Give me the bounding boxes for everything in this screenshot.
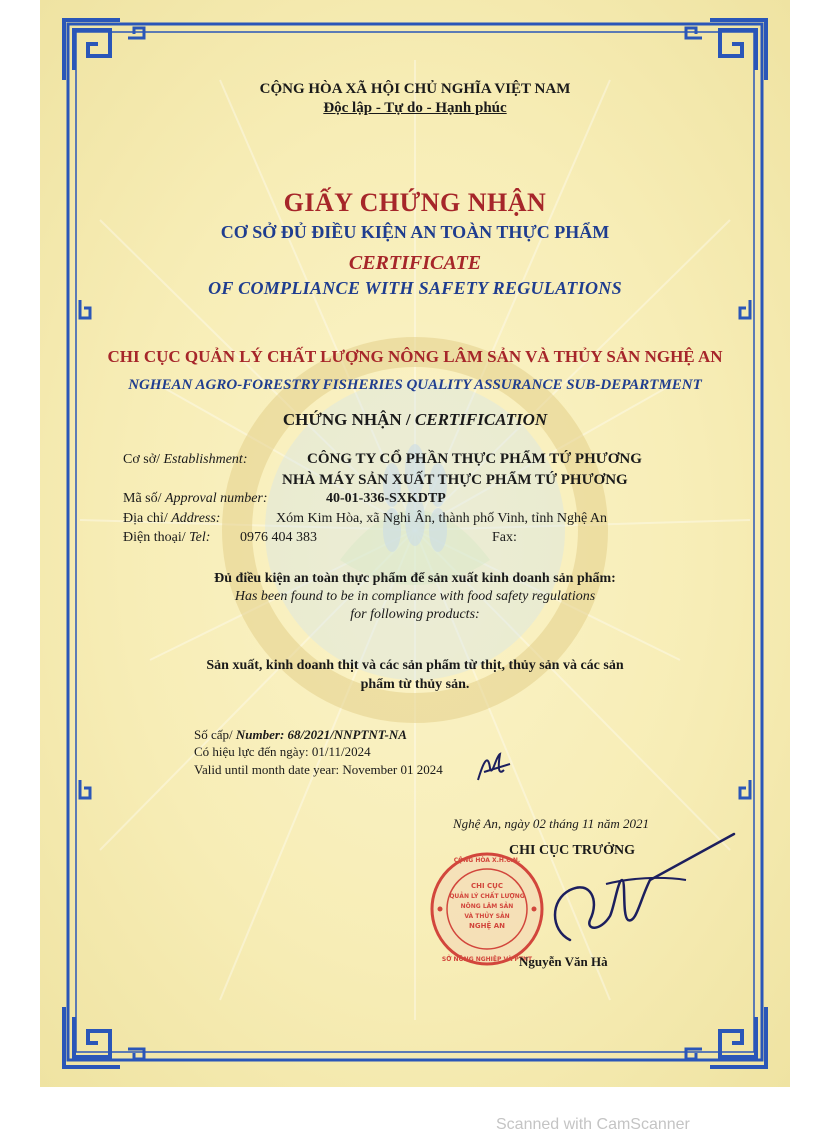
valid-until-en: Valid until month date year: November 01 2024 <box>194 762 443 777</box>
compliance-statement-en-2: for following products: <box>350 607 480 622</box>
certificate-subtitle-vi: CƠ SỞ ĐỦ ĐIỀU KIỆN AN TOÀN THỰC PHẨM <box>220 222 610 242</box>
compliance-statement-vi: Đủ điều kiện an toàn thực phẩm để sản xuất kinh doanh sản phẩm: <box>214 571 616 586</box>
signer-position: CHI CỤC TRƯỞNG <box>509 843 636 858</box>
country-name: CỘNG HÒA XÃ HỘI CHỦ NGHĨA VIỆT NAM <box>259 81 571 97</box>
approval-number: 40-01-336-SXKDTP <box>326 491 446 506</box>
issue-number: Số cấp/ Number: 68/2021/NNPTNT-NA <box>194 727 407 742</box>
phone-label: Điện thoại/ Tel: <box>123 530 211 545</box>
svg-text:CHI CỤC: CHI CỤC <box>471 882 503 890</box>
address-label: Địa chỉ/ Address: <box>123 511 221 526</box>
director-signature <box>510 820 740 960</box>
place-and-date: Nghệ An, ngày 02 tháng 11 năm 2021 <box>453 816 649 831</box>
signer-name: Nguyễn Văn Hà <box>519 954 608 969</box>
issuing-agency-vi: CHI CỤC QUẢN LÝ CHẤT LƯỢNG NÔNG LÂM SẢN VÀ THỦY SẢN NGHỆ AN <box>107 347 723 366</box>
establishment-name-2: NHÀ MÁY SẢN XUẤT THỰC PHẨM TỨ PHƯƠNG <box>282 472 628 488</box>
certificate-title-en: CERTIFICATE <box>348 252 482 274</box>
certificate-subtitle-en: OF COMPLIANCE WITH SAFETY REGULATIONS <box>208 278 622 298</box>
certificate-title-vi: GIẤY CHỨNG NHẬN <box>283 188 547 217</box>
svg-text:NÔNG LÂM SẢN: NÔNG LÂM SẢN <box>460 903 514 910</box>
phone-value: 0976 404 383 <box>240 530 317 545</box>
initials-signature <box>474 750 514 786</box>
scanner-watermark: Scanned with CamScanner <box>496 1116 690 1133</box>
issuing-agency-en: NGHEAN AGRO-FORESTRY FISHERIES QUALITY ASSURANCE SUB-DEPARTMENT <box>128 377 702 393</box>
fax-label: Fax: <box>492 530 517 545</box>
address-value: Xóm Kim Hòa, xã Nghi Ân, thành phố Vinh, tỉnh Nghệ An <box>276 511 607 526</box>
approval-label: Mã số/ Approval number: <box>123 491 268 506</box>
national-motto: Độc lập - Tự do - Hạnh phúc <box>323 100 507 116</box>
svg-text:NGHỆ AN: NGHỆ AN <box>469 922 505 930</box>
products-line-1: Sản xuất, kinh doanh thịt và các sản phẩm từ thịt, thủy sản và các sản <box>206 658 624 673</box>
svg-text:SỞ NÔNG NGHIỆP VÀ PTNT: SỞ NÔNG NGHIỆP VÀ PTNT <box>441 956 533 963</box>
compliance-statement-en-1: Has been found to be in compliance with food safety regulations <box>234 589 596 604</box>
valid-until-vi: Có hiệu lực đến ngày: 01/11/2024 <box>194 744 371 759</box>
certificate-sheet <box>40 0 790 1087</box>
certification-heading: CHỨNG NHẬN / CERTIFICATION <box>282 410 548 429</box>
establishment-name-1: CÔNG TY CỔ PHẦN THỰC PHẨM TỨ PHƯƠNG <box>307 451 642 467</box>
svg-text:QUẢN LÝ CHẤT LƯỢNG: QUẢN LÝ CHẤT LƯỢNG <box>449 893 525 900</box>
svg-text:VÀ THỦY SẢN: VÀ THỦY SẢN <box>464 913 510 920</box>
establishment-label: Cơ sở/ Establishment: <box>123 452 248 467</box>
svg-text:CỘNG HÒA X.H.C.N.: CỘNG HÒA X.H.C.N. <box>453 857 521 864</box>
products-line-2: phẩm từ thủy sản. <box>360 677 470 692</box>
